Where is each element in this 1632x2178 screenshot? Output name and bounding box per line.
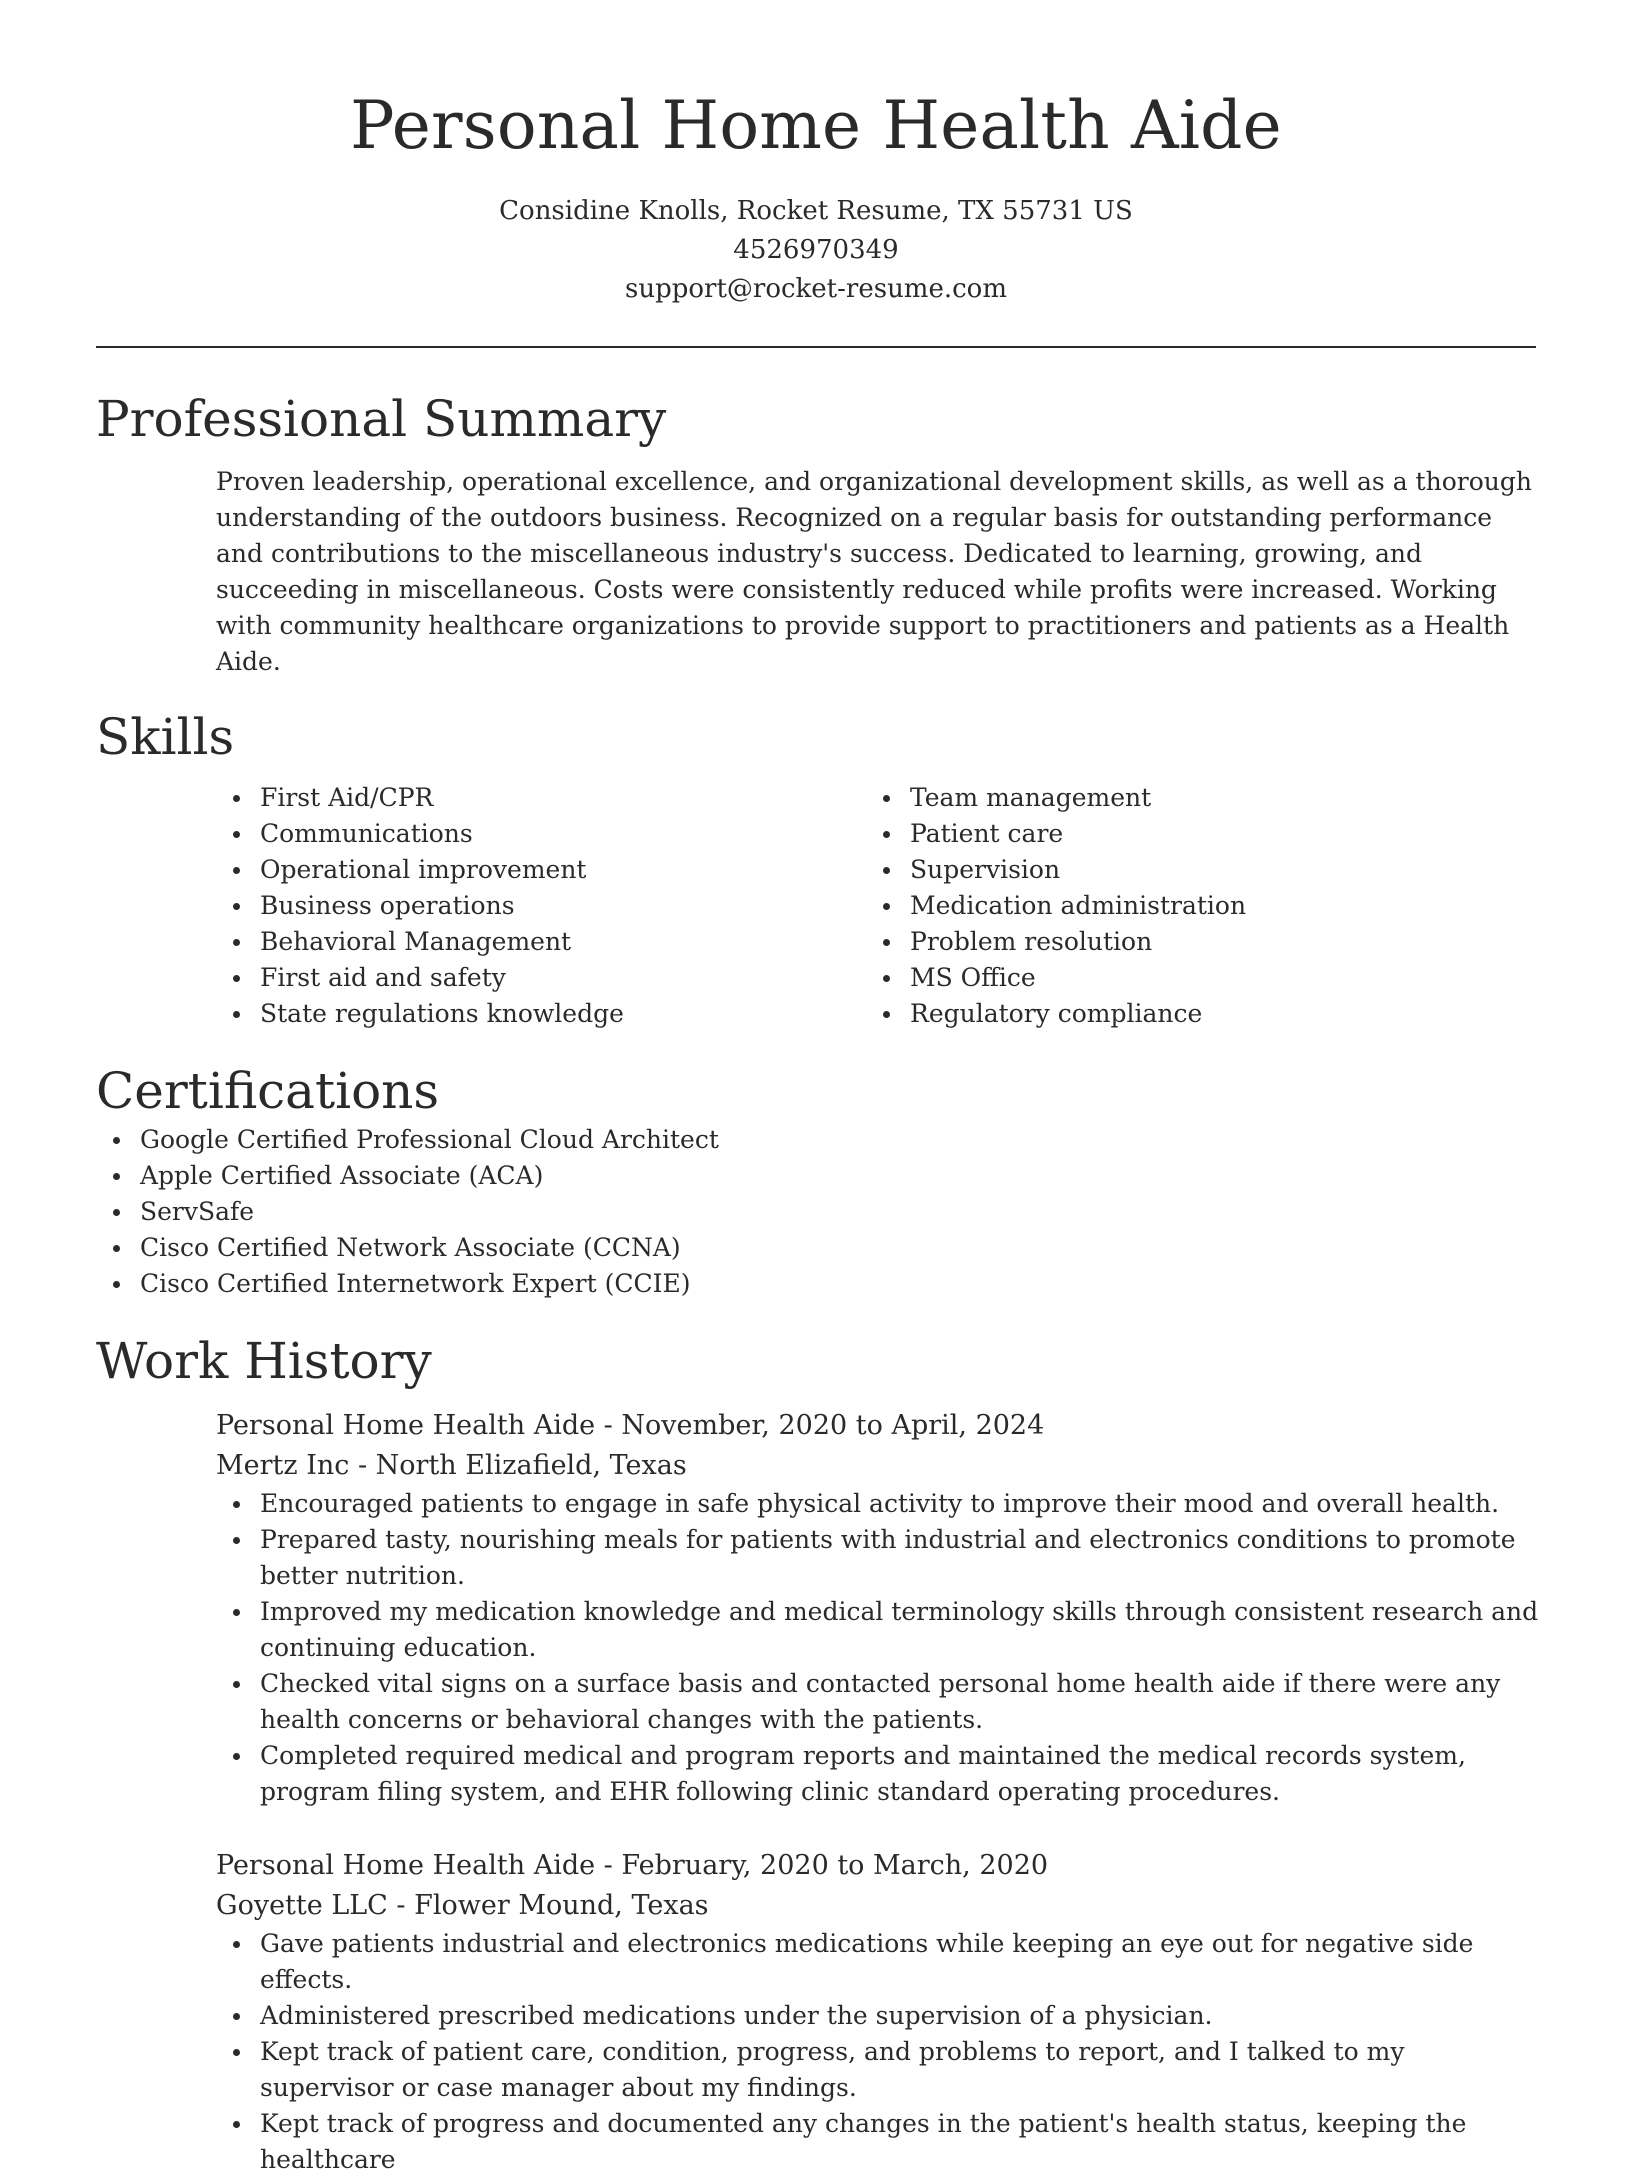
- job-duty-item: Encouraged patients to engage in safe physical activity to improve their mood and overall health.: [216, 1486, 1546, 1522]
- job-title-line: Personal Home Health Aide - November, 2020 to April, 2024: [216, 1410, 1045, 1441]
- skill-item: State regulations knowledge: [216, 996, 866, 1032]
- skills-grid: [216, 780, 1536, 1032]
- certifications-list: [96, 1122, 1536, 1302]
- job-entry: [216, 1846, 1536, 2178]
- certifications-heading: Certifications: [96, 1062, 440, 1120]
- certification-item: Apple Certified Associate (ACA): [96, 1158, 1536, 1194]
- job-duty-item: Kept track of patient care, condition, progress, and problems to report, and I talked to my supervisor or case manager about my findings.: [216, 2034, 1546, 2106]
- summary-text: Proven leadership, operational excellence, and organizational development skills, as well as a thorough understanding of the outdoors business. Recognized on a regular basis for outstanding performance and contributions to the miscellaneous industry's success. Dedicated to learning, growing, and succeeding in miscellaneous. Costs were consistently reduced while profits were increased. Working with community healthcare organizations to provide support to practitioners and patients as a Health Aide.: [216, 467, 1532, 676]
- certification-item: ServSafe: [96, 1194, 1536, 1230]
- contact-block: [96, 192, 1536, 309]
- work-history-heading: Work History: [96, 1332, 432, 1390]
- resume-name: Personal Home Health Aide: [350, 87, 1282, 164]
- resume-page: [96, 0, 1539, 2178]
- skill-item: Patient care: [866, 816, 1516, 852]
- skill-item: Business operations: [216, 888, 866, 924]
- skills-list-right: [866, 780, 1516, 1032]
- skills-heading: Skills: [96, 708, 235, 766]
- job-title-line: Personal Home Health Aide - February, 2020 to March, 2020: [216, 1850, 1049, 1881]
- certification-item: Google Certified Professional Cloud Architect: [96, 1122, 1536, 1158]
- contact-address: Considine Knolls, Rocket Resume, TX 55731 US: [499, 196, 1133, 226]
- skills-list-left: [216, 780, 866, 1032]
- skill-item: First Aid/CPR: [216, 780, 866, 816]
- resume-header: [96, 0, 1536, 309]
- skill-item: Medication administration: [866, 888, 1516, 924]
- certification-item: Cisco Certified Network Associate (CCNA): [96, 1230, 1536, 1266]
- job-duty-item: Completed required medical and program reports and maintained the medical records system, program filing system, and EHR following clinic standard operating procedures.: [216, 1738, 1546, 1810]
- skill-item: MS Office: [866, 960, 1516, 996]
- job-duties-list: [216, 1486, 1539, 1810]
- skill-item: Problem resolution: [866, 924, 1516, 960]
- job-duty-item: Gave patients industrial and electronics medications while keeping an eye out for negative side effects.: [216, 1926, 1546, 1998]
- job-duties-list: [216, 1926, 1536, 2178]
- header-divider: [96, 346, 1536, 348]
- skill-item: Behavioral Management: [216, 924, 866, 960]
- job-duty-item: Prepared tasty, nourishing meals for patients with industrial and electronics conditions to promote better nutrition.: [216, 1522, 1546, 1594]
- summary-section: [96, 388, 1536, 680]
- job-duty-item: Administered prescribed medications under the supervision of a physician.: [216, 1998, 1546, 2034]
- skills-section: [96, 706, 1536, 1032]
- skill-item: Supervision: [866, 852, 1516, 888]
- job-duty-item: Checked vital signs on a surface basis and contacted personal home health aide if there were any health concerns or behavioral changes with the patients.: [216, 1666, 1546, 1738]
- job-company-line: Mertz Inc - North Elizafield, Texas: [216, 1450, 687, 1481]
- certifications-section: [96, 1060, 1536, 1302]
- job-duty-item: Kept track of progress and documented any changes in the patient's health status, keeping the healthcare: [216, 2106, 1546, 2178]
- work-history-section: [96, 1330, 1539, 2178]
- job-company-line: Goyette LLC - Flower Mound, Texas: [216, 1890, 709, 1921]
- skill-item: Team management: [866, 780, 1516, 816]
- job-entry: [216, 1406, 1539, 1810]
- skill-item: Regulatory compliance: [866, 996, 1516, 1032]
- skill-item: First aid and safety: [216, 960, 866, 996]
- skill-item: Operational improvement: [216, 852, 866, 888]
- contact-email: support@rocket-resume.com: [624, 274, 1007, 304]
- job-duty-item: Improved my medication knowledge and medical terminology skills through consistent research and continuing education.: [216, 1594, 1546, 1666]
- certification-item: Cisco Certified Internetwork Expert (CCIE): [96, 1266, 1536, 1302]
- contact-phone: 4526970349: [733, 235, 899, 265]
- skill-item: Communications: [216, 816, 866, 852]
- summary-heading: Professional Summary: [96, 390, 667, 448]
